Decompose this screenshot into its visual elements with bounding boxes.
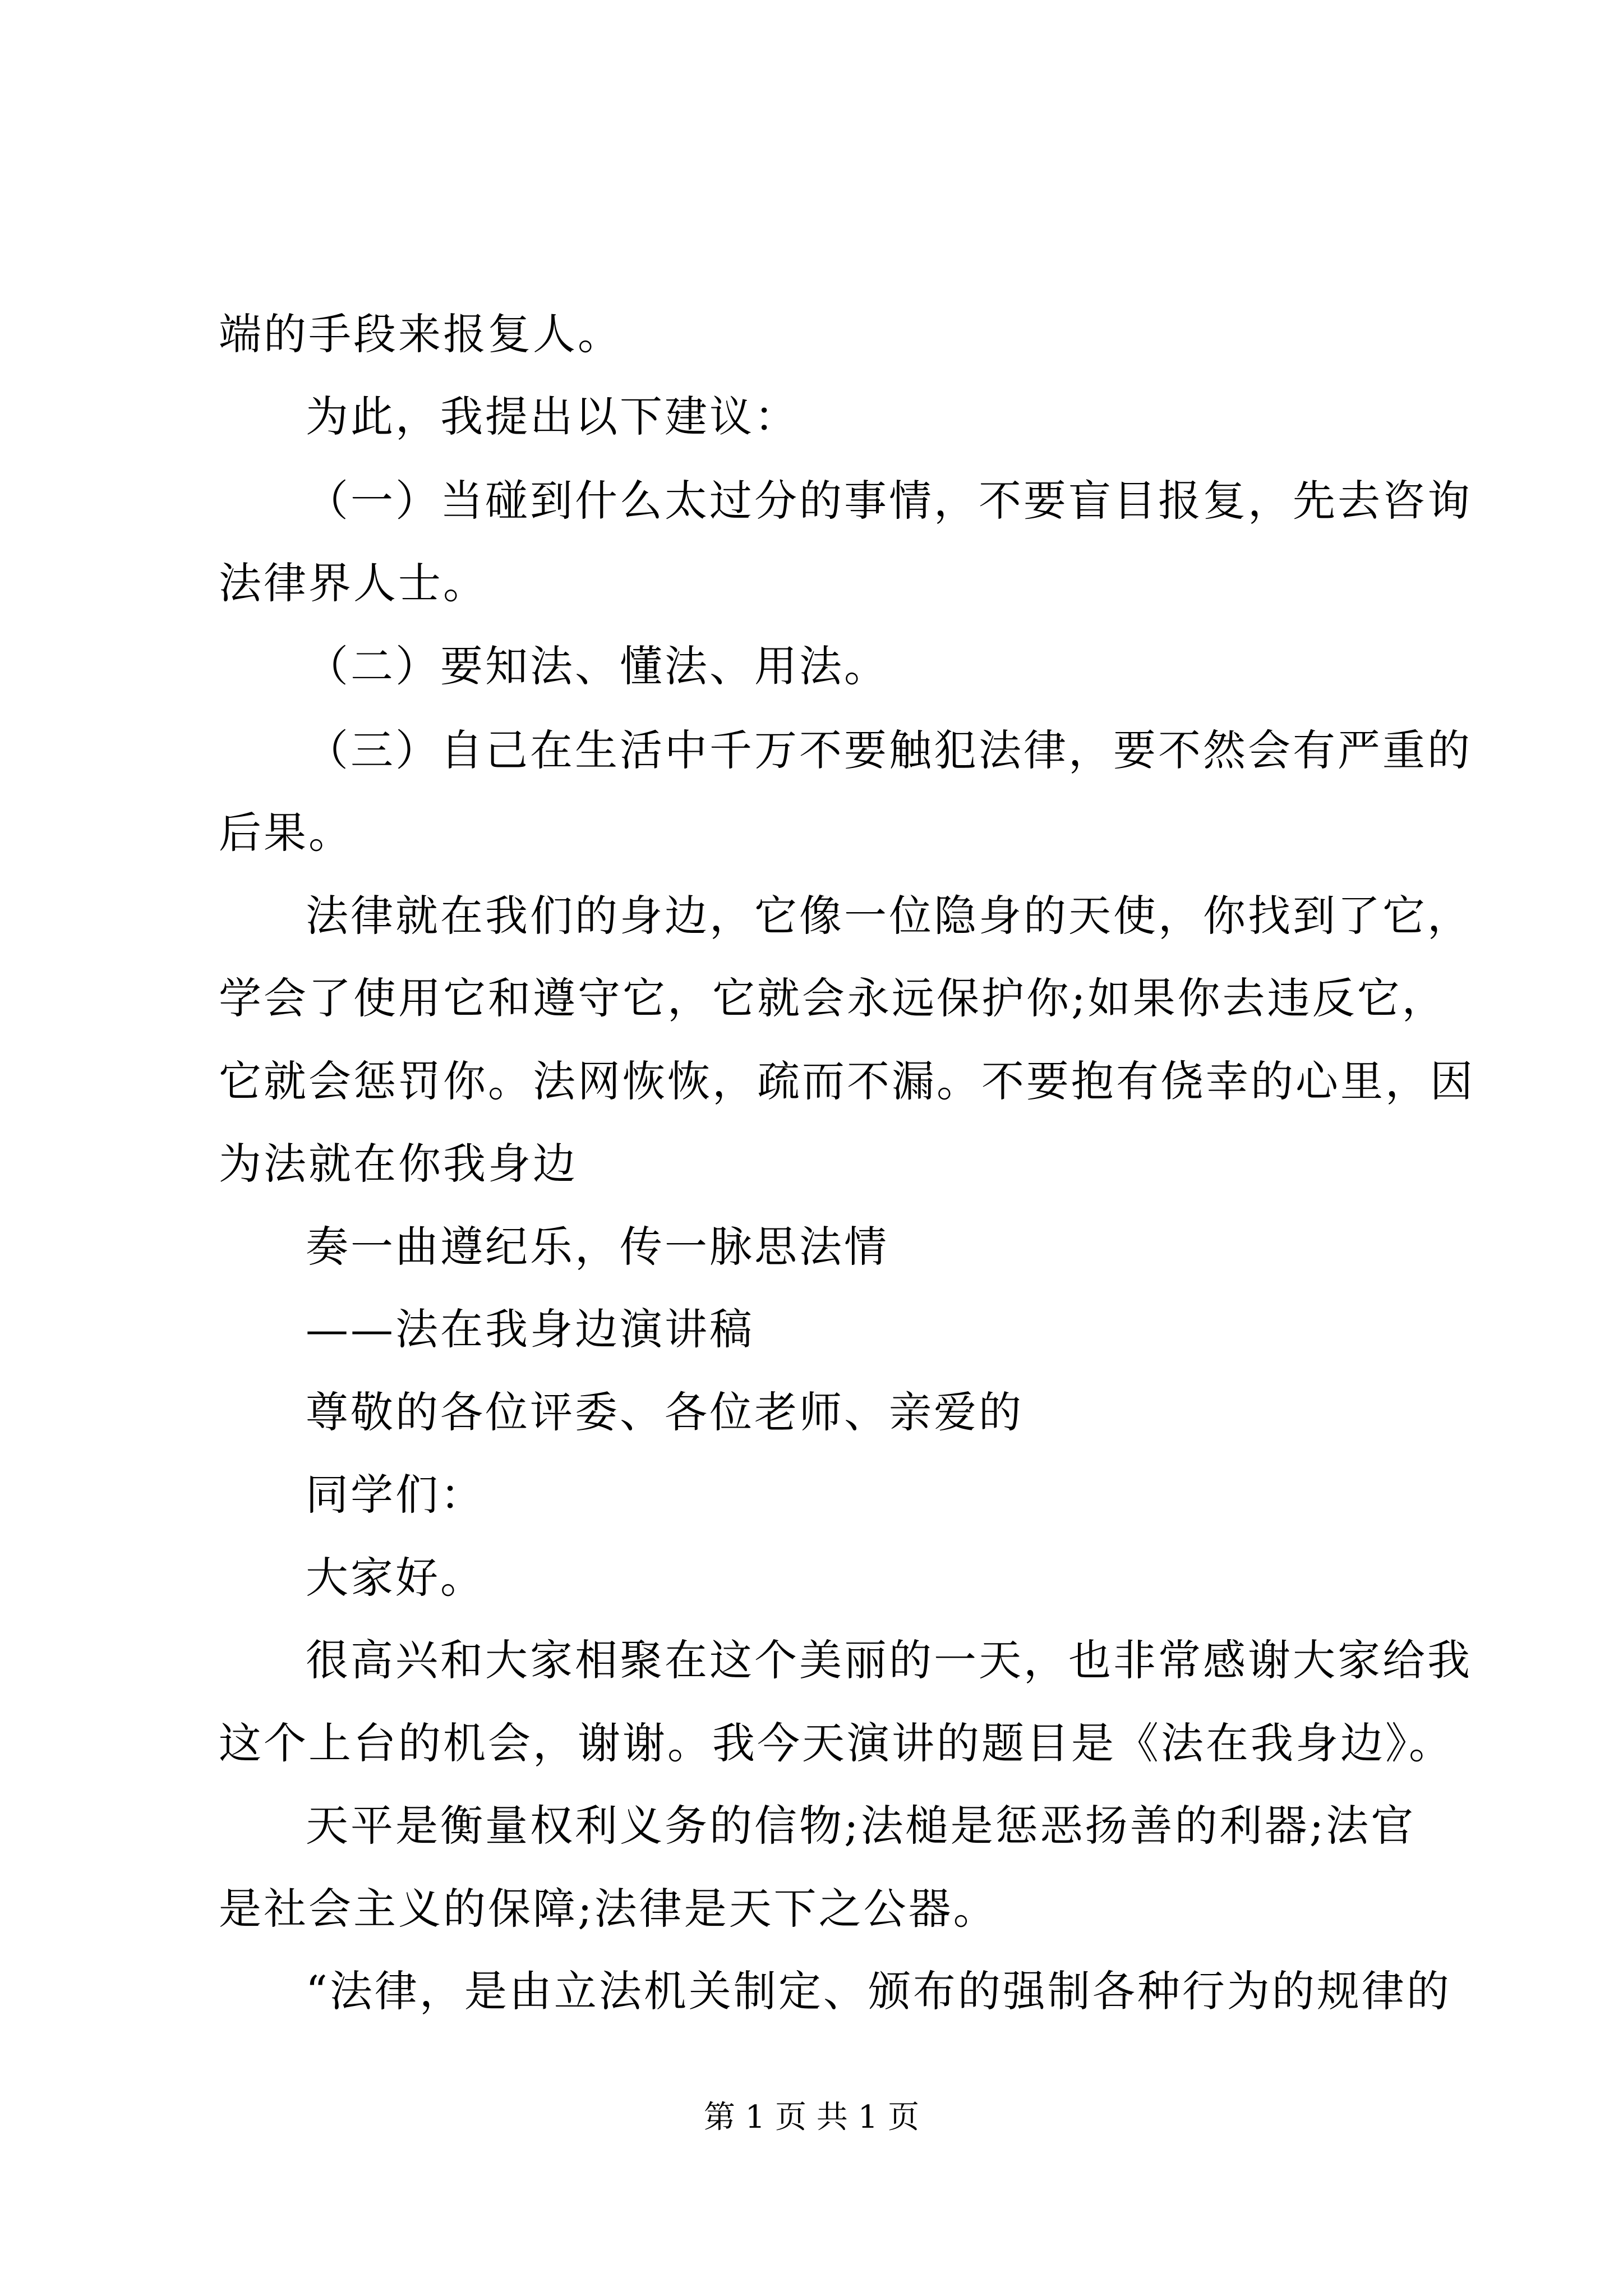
text-line: 尊敬的各位评委、各位老师、亲爱的: [306, 1387, 1023, 1437]
text-line: 这个上台的机会，谢谢。我今天演讲的题目是《法在我身边》。: [219, 1718, 1454, 1768]
text-line: 端的手段来报复人。: [219, 309, 623, 359]
text-line: （一）当碰到什么太过分的事情，不要盲目报复，先去咨询: [306, 476, 1472, 526]
text-line: 法律就在我们的身边，它像一位隐身的天使，你找到了它，: [306, 891, 1472, 941]
text-line: 法律界人士。: [219, 558, 488, 608]
text-line: “法律，是由立法机关制定、颁布的强制各种行为的规律的: [306, 1966, 1451, 2016]
text-line: （三）自己在生活中千万不要触犯法律，要不然会有严重的: [306, 725, 1472, 775]
text-line: 很高兴和大家相聚在这个美丽的一天，也非常感谢大家给我: [306, 1635, 1472, 1685]
text-line: 是社会主义的保障;法律是天下之公器。: [219, 1884, 998, 1934]
text-line: 为法就在你我身边: [219, 1139, 578, 1189]
text-line: 同学们：: [306, 1470, 485, 1520]
text-line: 它就会惩罚你。法网恢恢，疏而不漏。不要抱有侥幸的心里，因: [219, 1056, 1475, 1106]
page-footer: 第 1 页 共 1 页: [703, 2099, 920, 2136]
text-line: 天平是衡量权利义务的信物;法槌是惩恶扬善的利器;法官: [306, 1801, 1416, 1851]
text-line: ——法在我身边演讲稿: [306, 1304, 754, 1354]
text-line: 大家好。: [306, 1553, 485, 1603]
text-line: 学会了使用它和遵守它，它就会永远保护你;如果你去违反它，: [219, 973, 1447, 1023]
text-line: 奏一曲遵纪乐，传一脉思法情: [306, 1222, 889, 1272]
text-line: （二）要知法、懂法、用法。: [306, 641, 889, 691]
text-line: 为此，我提出以下建议：: [306, 392, 799, 441]
text-line: 后果。: [219, 808, 353, 858]
